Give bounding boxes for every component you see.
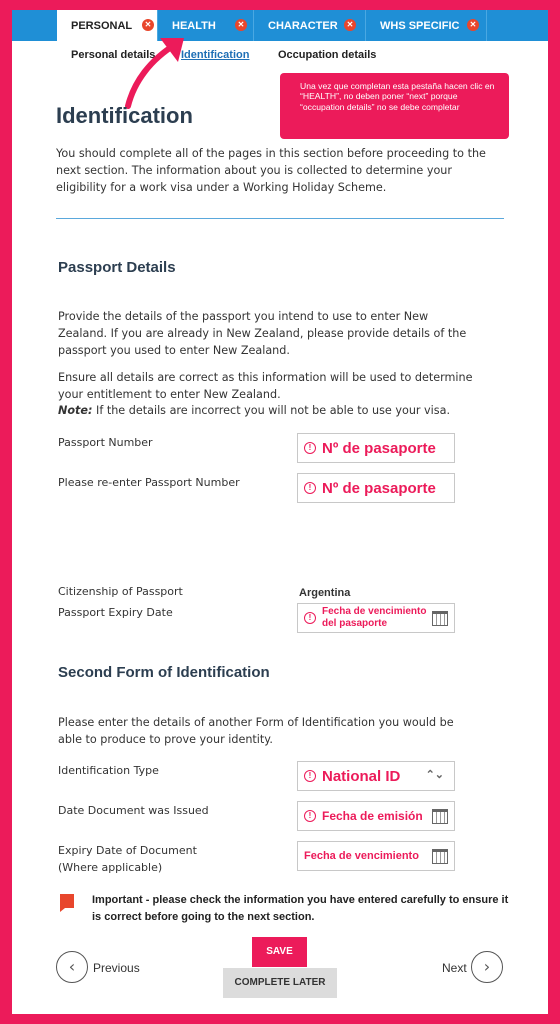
warning-icon: ! [304,810,316,822]
expiry-document-label: Expiry Date of Document [58,844,197,857]
warning-icon: ! [304,612,316,624]
passport-number-label: Passport Number [58,436,153,449]
second-id-intro: Please enter the details of another Form of Identification you would be able to produce to prove your identity. [58,716,454,746]
flag-icon [60,894,74,908]
error-icon: ✕ [235,19,247,31]
warning-icon: ! [304,482,316,494]
id-type-select[interactable] [297,761,455,791]
passport-heading: Passport Details [58,259,176,276]
subnav-occupation-details[interactable]: Occupation details [278,49,377,61]
field-value: Fecha de vencimiento del pasaporte [322,606,427,629]
calendar-icon[interactable] [432,849,448,864]
error-icon: ✕ [344,19,356,31]
passport-ensure: Ensure all details are correct as this information will be used to determine your entitlement to enter New Zealand. [58,371,473,401]
passport-expiry-input[interactable] [297,603,455,633]
divider [56,218,504,219]
next-button[interactable]: › [471,951,503,983]
second-id-heading: Second Form of Identification [58,664,270,681]
issued-date-label: Date Document was Issued [58,804,209,817]
passport-expiry-label: Passport Expiry Date [58,606,173,619]
passport-number-input[interactable] [297,433,455,463]
citizenship-value: Argentina [299,587,351,599]
field-value: National ID [322,767,401,785]
previous-button[interactable]: ‹ [56,951,88,983]
tab-bar [12,10,548,41]
previous-label[interactable]: Previous [93,961,140,975]
error-icon: ✕ [142,19,154,31]
field-value: Fecha de vencimiento [304,850,419,862]
intro-text: You should complete all of the pages in this section before proceeding to the next section. The information about you is collected to determine your eligibility for a work visa under a Working Holiday Scheme. [56,147,486,194]
passport-note [58,402,498,419]
tab-label: CHARACTER [268,19,338,32]
expiry-document-input[interactable] [297,841,455,871]
id-type-label: Identification Type [58,764,159,777]
warning-icon: ! [304,770,316,782]
passport-reenter-input[interactable] [297,473,455,503]
page-title: Identification [56,103,193,128]
tab-label: HEALTH [172,19,216,32]
passport-intro: Provide the details of the passport you intend to use to enter New Zealand. If you are already in New Zealand, please provide details of the passport you used to enter New Zealand. [58,310,467,357]
calendar-icon[interactable] [432,611,448,626]
important-notice: Important - please check the information you have entered carefully to ensure it is correct before going to the next section. [92,894,509,923]
warning-icon: ! [304,442,316,454]
error-icon: ✕ [467,19,479,31]
expiry-document-sublabel: (Where applicable) [58,861,163,874]
instruction-callout: Una vez que completan esta pestaña hacen clic en “HEALTH”, no deben poner “next” porque “occupation details” no se debe completar [280,73,509,139]
save-button[interactable]: SAVE [252,937,307,967]
tab-character[interactable] [254,10,366,41]
citizenship-label: Citizenship of Passport [58,585,183,598]
field-value: Fecha de emisión [322,809,423,823]
calendar-icon[interactable] [432,809,448,824]
issued-date-input[interactable] [297,801,455,831]
page-frame [12,10,548,1014]
complete-later-button[interactable]: COMPLETE LATER [223,968,337,998]
subnav-identification[interactable]: Identification [181,49,250,61]
subnav-personal-details[interactable]: Personal details [71,49,156,61]
tab-whs-specific[interactable] [366,10,487,41]
note-text: If the details are incorrect you will not be able to use your visa. [92,404,451,417]
passport-reenter-label: Please re-enter Passport Number [58,476,240,489]
field-value: Nº de pasaporte [322,479,436,497]
next-label[interactable]: Next [442,961,467,975]
tab-label: WHS SPECIFIC [380,19,460,32]
pointer-arrow-icon [120,32,190,112]
tab-label: PERSONAL [71,19,133,32]
chevron-updown-icon: ⌃⌄ [425,769,444,781]
field-value: Nº de pasaporte [322,439,436,457]
note-label: Note: [58,404,93,417]
